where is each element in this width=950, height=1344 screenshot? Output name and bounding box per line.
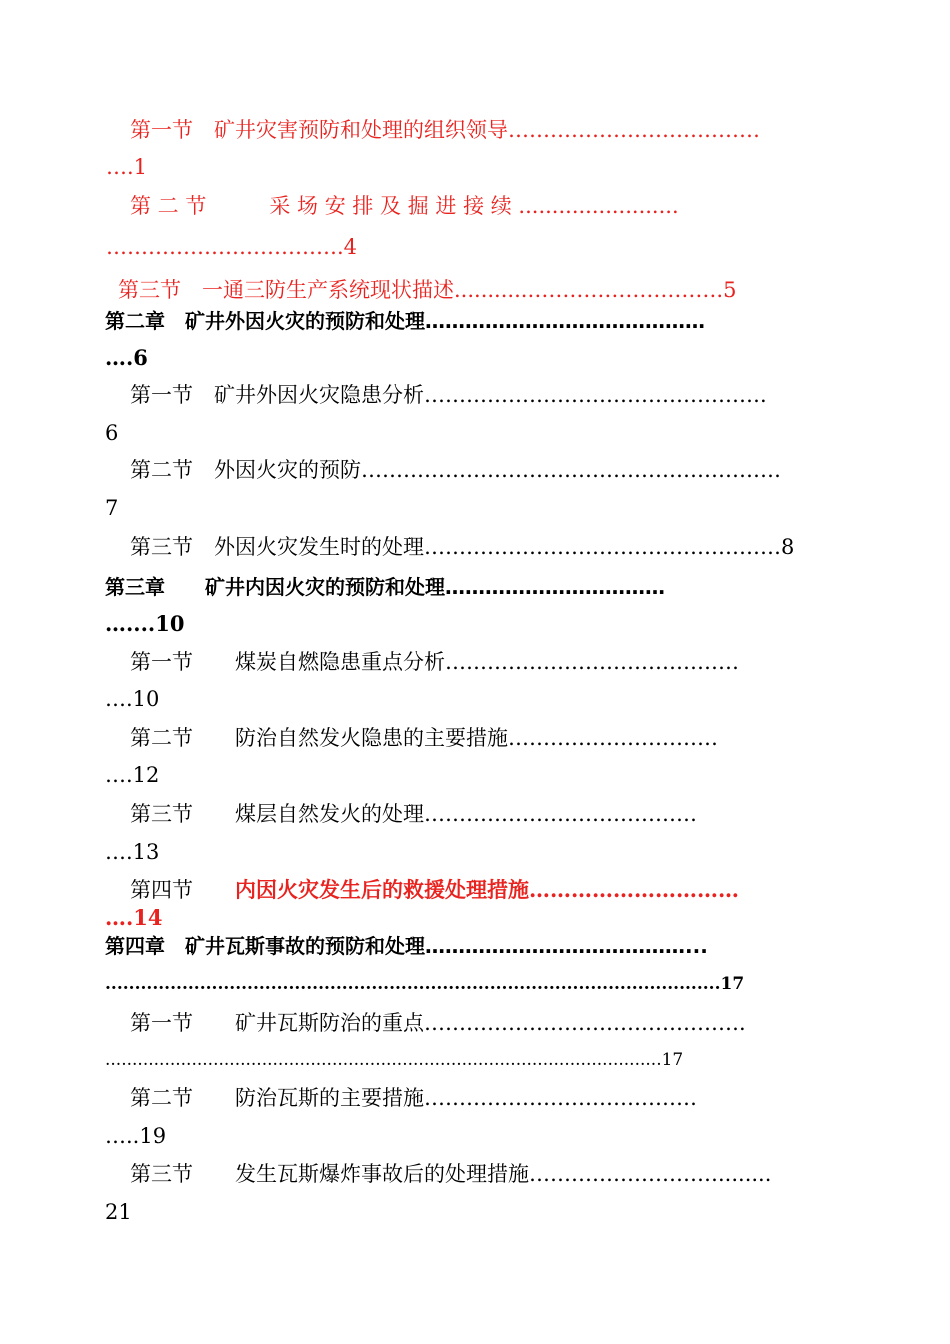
toc-page-number[interactable]: ….1 bbox=[106, 155, 148, 179]
toc-page-number[interactable]: ….12 bbox=[105, 763, 160, 787]
toc-section-title[interactable]: 第二节 防治自然发火隐患的主要措施………………………… bbox=[130, 726, 718, 750]
toc-page-number[interactable]: ….10 bbox=[105, 687, 160, 711]
toc-page-number[interactable]: 21 bbox=[105, 1200, 132, 1224]
toc-chapter-title[interactable]: 第四章 矿井瓦斯事故的预防和处理…………………………………... bbox=[105, 934, 708, 958]
toc-section-title[interactable]: 第三节 煤层自然发火的处理………………………………… bbox=[130, 802, 697, 826]
toc-section-title[interactable]: 第三节 外因火灾发生时的处理……………………………………………8 bbox=[130, 535, 795, 559]
toc-page-number[interactable]: ….14 bbox=[105, 905, 163, 930]
toc-chapter-title[interactable]: 第二章 矿井外因火灾的预防和处理…………………………………… bbox=[105, 309, 705, 333]
toc-section-title[interactable]: 第一节 矿井灾害预防和处理的组织领导……………………………… bbox=[130, 118, 760, 142]
toc-page-number[interactable]: .......................................................................................................17 bbox=[105, 1050, 684, 1070]
toc-section-title-red[interactable]: 第四节 内因火灾发生后的救援处理措施………………………… bbox=[130, 877, 739, 902]
toc-section-title[interactable]: 第一节 矿井瓦斯防治的重点………………………………………. bbox=[130, 1011, 746, 1035]
toc-section-title[interactable]: 第三节 发生瓦斯爆炸事故后的处理措施………………………........ bbox=[130, 1162, 772, 1186]
toc-section-title[interactable]: 第二节 防治瓦斯的主要措施………………………………… bbox=[130, 1086, 697, 1110]
toc-section-title[interactable]: 第一节 煤炭自燃隐患重点分析…………………………………… bbox=[130, 650, 739, 674]
toc-page-number[interactable]: 7 bbox=[105, 496, 119, 520]
toc-section-title[interactable]: 第 二 节 采 场 安 排 及 掘 进 接 续 ........................ bbox=[130, 194, 679, 218]
toc-page-number[interactable]: ........................................................................................................17 bbox=[105, 974, 745, 994]
toc-section-title[interactable]: 第三节 一通三防生产系统现状描述...........……………………….5 bbox=[118, 278, 737, 302]
toc-page-number[interactable]: …………………………….4 bbox=[106, 235, 358, 259]
toc-chapter-title[interactable]: 第三章 矿井内因火灾的预防和处理…………………………… bbox=[105, 575, 665, 599]
toc-page-number[interactable]: ….13 bbox=[105, 840, 160, 864]
toc-section-title[interactable]: 第二节 外因火灾的预防…………………………………………………… bbox=[130, 458, 781, 482]
toc-page-number[interactable]: …....10 bbox=[105, 611, 185, 636]
toc-section-title[interactable]: 第一节 矿井外因火灾隐患分析…………………………………………. bbox=[130, 383, 767, 407]
toc-page-number[interactable]: 6 bbox=[105, 421, 119, 445]
toc-page-number[interactable]: ….6 bbox=[105, 345, 148, 370]
toc-page-number[interactable]: …..19 bbox=[105, 1124, 167, 1148]
